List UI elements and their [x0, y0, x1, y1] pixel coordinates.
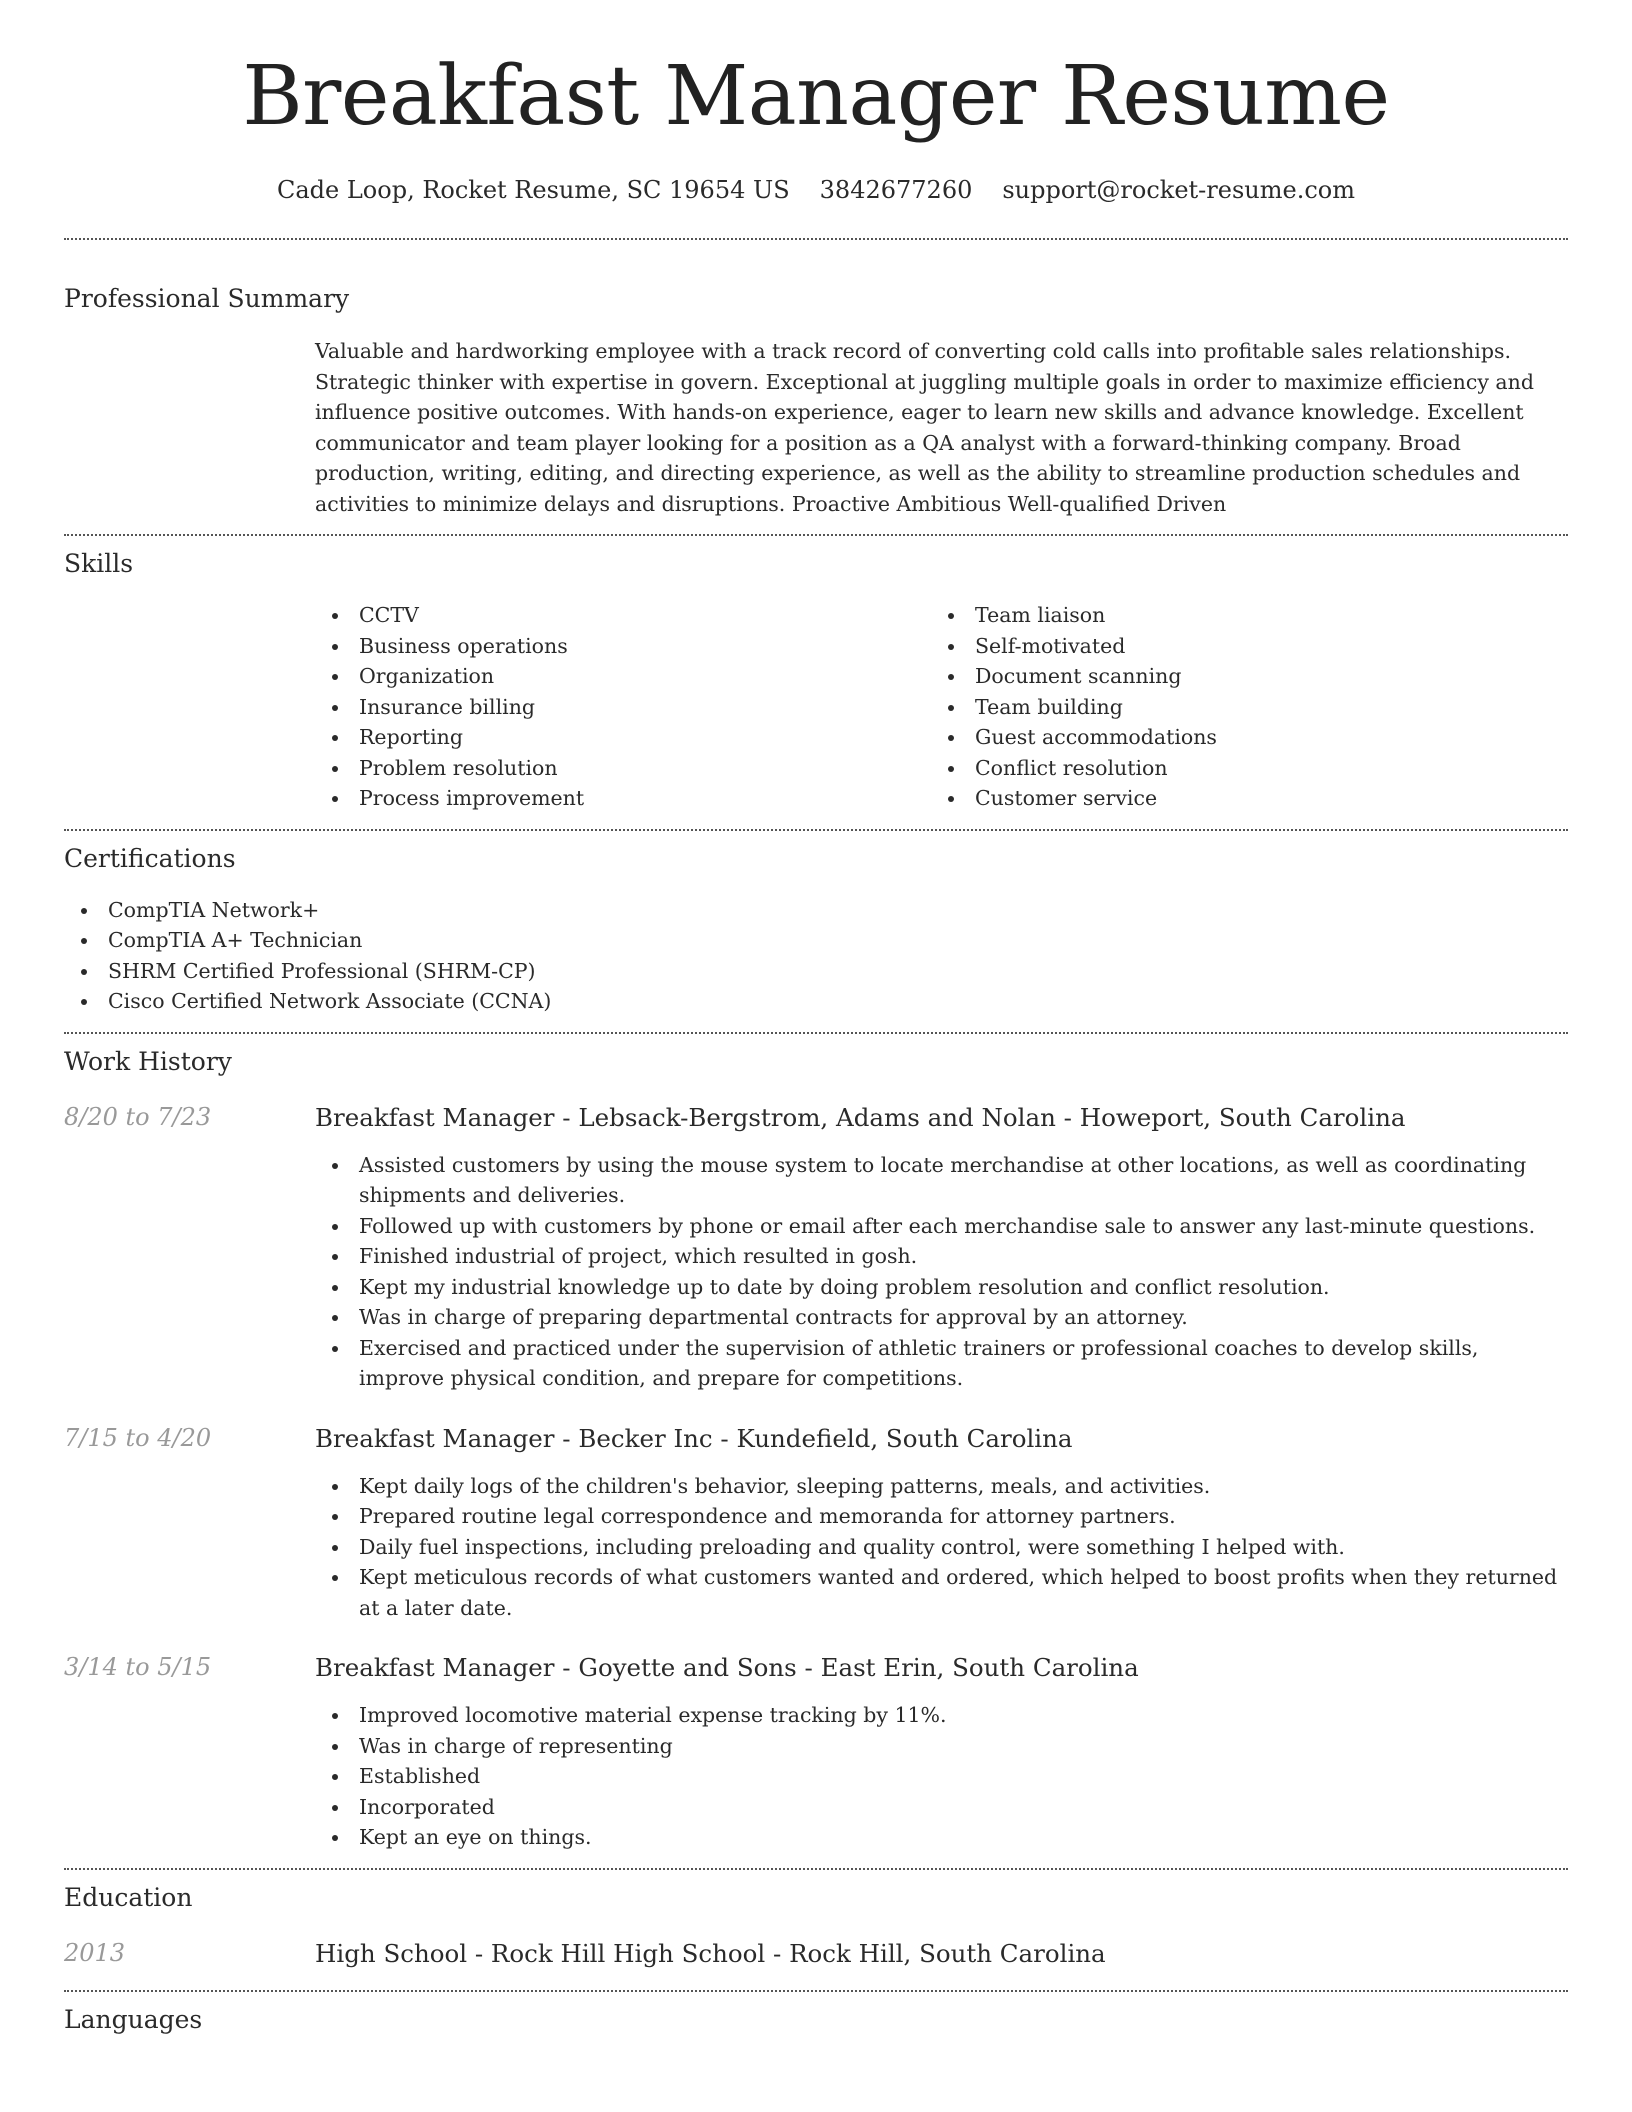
list-item: Incorporated [315, 1792, 1568, 1823]
job-title: Breakfast Manager - Becker Inc - Kundefield, South Carolina [315, 1423, 1073, 1453]
section-title-languages: Languages [64, 2004, 203, 2034]
list-item: Insurance billing [315, 692, 931, 723]
resume-title: Breakfast Manager Resume [242, 49, 1390, 144]
list-item: Kept meticulous records of what customers wanted and ordered, which helped to boost profits when they returned at a later date. [315, 1562, 1568, 1623]
job-dates: 7/15 to 4/20 [64, 1423, 212, 1452]
list-item: Was in charge of preparing departmental contracts for approval by an attorney. [315, 1302, 1568, 1333]
education-entry [64, 1939, 1568, 1968]
list-item: Conflict resolution [931, 753, 1547, 784]
list-item: Guest accommodations [931, 722, 1547, 753]
list-item: Team liaison [931, 600, 1547, 631]
section-title-work-history: Work History [64, 1046, 232, 1076]
contact-line [64, 176, 1568, 204]
list-item: Kept daily logs of the children's behavior, sleeping patterns, meals, and activities. [315, 1471, 1568, 1502]
resume-page [64, 0, 1568, 2034]
divider [64, 534, 1568, 536]
list-item: Finished industrial of project, which resulted in gosh. [315, 1241, 1568, 1272]
divider [64, 829, 1568, 831]
list-item: Followed up with customers by phone or email after each merchandise sale to answer any last-minute questions. [315, 1211, 1568, 1242]
job-duties [315, 1700, 1568, 1853]
section-title-skills: Skills [64, 549, 134, 578]
contact-phone: 3842677260 [819, 176, 973, 204]
list-item: CompTIA Network+ [64, 895, 1568, 926]
list-item: Kept an eye on things. [315, 1822, 1568, 1853]
skills-list [315, 600, 1568, 814]
list-item: Assisted customers by using the mouse system to locate merchandise at other locations, as well as coordinating shipments and deliveries. [315, 1150, 1568, 1211]
list-item: Self-motivated [931, 631, 1547, 662]
contact-email: support@rocket-resume.com [1002, 176, 1355, 204]
job-dates: 3/14 to 5/15 [64, 1653, 212, 1681]
list-item: Daily fuel inspections, including preloading and quality control, were something I helped with. [315, 1532, 1568, 1563]
list-item: Organization [315, 661, 931, 692]
list-item: Customer service [931, 783, 1547, 814]
list-item: Improved locomotive material expense tracking by 11%. [315, 1700, 1568, 1731]
job-duties [315, 1150, 1568, 1394]
skills-column-left [315, 600, 931, 814]
job-title: Breakfast Manager - Goyette and Sons - East Erin, South Carolina [315, 1653, 1139, 1682]
divider [64, 1032, 1568, 1034]
education-year: 2013 [64, 1938, 126, 1967]
divider [64, 1990, 1568, 1992]
list-item: Problem resolution [315, 753, 931, 784]
list-item: SHRM Certified Professional (SHRM-CP) [64, 956, 1568, 987]
job-entry [64, 1424, 1568, 1624]
list-item: Established [315, 1761, 1568, 1792]
section-title-certifications: Certifications [64, 843, 236, 873]
section-title-education: Education [64, 1882, 193, 1912]
contact-address: Cade Loop, Rocket Resume, SC 19654 US [277, 176, 790, 204]
job-duties [315, 1471, 1568, 1624]
list-item: Reporting [315, 722, 931, 753]
job-title: Breakfast Manager - Lebsack-Bergstrom, Adams and Nolan - Howeport, South Carolina [315, 1102, 1406, 1132]
education-title: High School - Rock Hill High School - Rock Hill, South Carolina [315, 1938, 1106, 1968]
list-item: CompTIA A+ Technician [64, 925, 1568, 956]
list-item: Cisco Certified Network Associate (CCNA) [64, 986, 1568, 1017]
divider [64, 238, 1568, 240]
list-item: Team building [931, 692, 1547, 723]
list-item: Prepared routine legal correspondence and memoranda for attorney partners. [315, 1501, 1568, 1532]
list-item: Process improvement [315, 783, 931, 814]
list-item: Kept my industrial knowledge up to date by doing problem resolution and conflict resolution. [315, 1272, 1568, 1303]
list-item: CCTV [315, 600, 931, 631]
skills-column-right [931, 600, 1547, 814]
divider [64, 1868, 1568, 1870]
list-item: Was in charge of representing [315, 1731, 1568, 1762]
job-entry [64, 1653, 1568, 1853]
list-item: Document scanning [931, 661, 1547, 692]
list-item: Business operations [315, 631, 931, 662]
section-title-summary: Professional Summary [64, 284, 350, 313]
list-item: Exercised and practiced under the supervision of athletic trainers or professional coaches to develop skills, improve physical condition, and prepare for competitions. [315, 1333, 1568, 1394]
job-dates: 8/20 to 7/23 [64, 1102, 212, 1131]
certifications-list [64, 895, 1568, 1017]
job-entry [64, 1103, 1568, 1394]
summary-text: Valuable and hardworking employee with a track record of converting cold calls into profitable sales relationships. Strategic thinker with expertise in govern. Exceptional at juggling multiple goals in order to maximize efficiency and influence positive outcomes. With hands-on experience, eager to learn new skills and advance knowledge. Excellent communicator and team player looking for a position as a QA analyst with a forward-thinking company. Broad production, writing, editing, and directing experience, as well as the ability to streamline production schedules and activities to minimize delays and disruptions. Proactive Ambitious Well-qualified Driven [315, 339, 1534, 516]
